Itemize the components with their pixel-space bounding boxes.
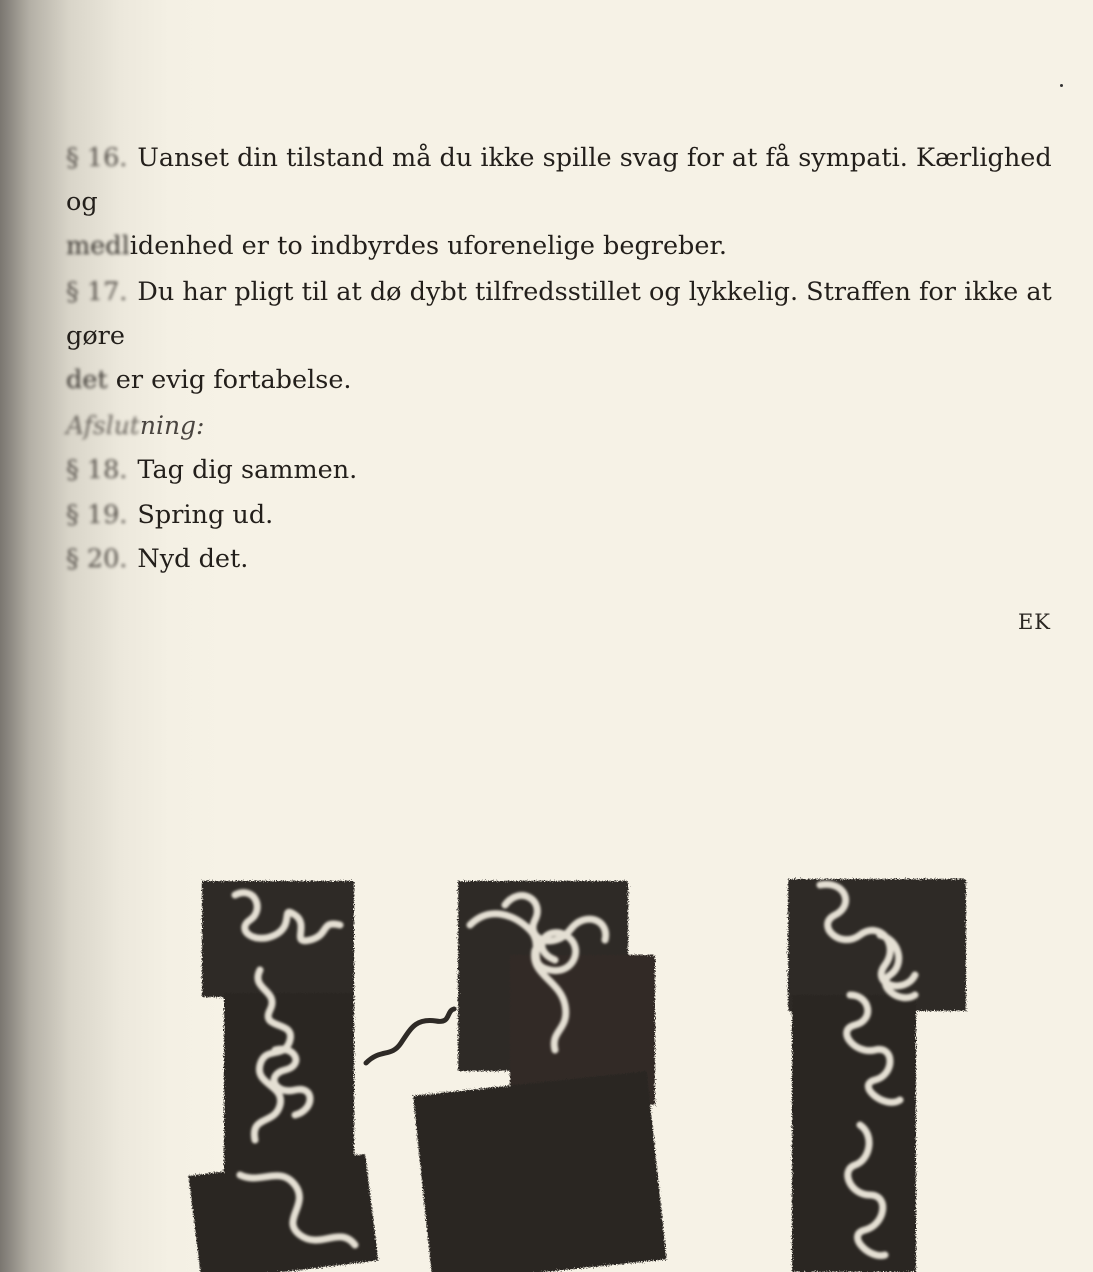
section-number: § 18. bbox=[66, 455, 128, 485]
section-number: § 17. bbox=[66, 277, 128, 307]
paragraph-text-start: Uanset din tilstand må du ikke spille svag for at få sympati. Kærlighed og bbox=[66, 143, 1052, 217]
brush-artwork-svg bbox=[180, 875, 970, 1272]
section-number: § 16. bbox=[66, 143, 128, 173]
rule-text: Tag dig sammen. bbox=[137, 455, 358, 485]
blurred-word: medl bbox=[66, 231, 130, 261]
paragraph-17 bbox=[66, 270, 1056, 402]
heading-rest: ning: bbox=[139, 411, 205, 440]
rule-20 bbox=[66, 537, 248, 581]
blurred-word: det bbox=[66, 365, 108, 395]
section-number: § 20. bbox=[66, 544, 128, 574]
page-speck bbox=[1060, 84, 1063, 87]
heading-blurred-part: Afslut bbox=[66, 411, 140, 440]
left-brush-strokes bbox=[189, 881, 379, 1272]
ink-squiggle bbox=[366, 1009, 454, 1063]
paragraph-text-end: idenhed er to indbyrdes uforenelige begreber. bbox=[129, 231, 727, 261]
author-signature: EK bbox=[1017, 610, 1051, 634]
rule-text: Spring ud. bbox=[137, 500, 274, 530]
conclusion-heading bbox=[66, 404, 204, 448]
paragraph-16 bbox=[66, 136, 1056, 268]
paragraph-text-end: er evig fortabelse. bbox=[107, 365, 352, 395]
right-brush-strokes bbox=[788, 879, 966, 1272]
rule-18 bbox=[66, 448, 357, 492]
rule-text: Nyd det. bbox=[137, 544, 249, 574]
section-number: § 19. bbox=[66, 500, 128, 530]
rule-19 bbox=[66, 493, 273, 537]
brush-artwork-image bbox=[180, 875, 970, 1272]
paragraph-text-start: Du har pligt til at dø dybt tilfredsstillet og lykkelig. Straffen for ikke at gøre bbox=[66, 277, 1052, 351]
